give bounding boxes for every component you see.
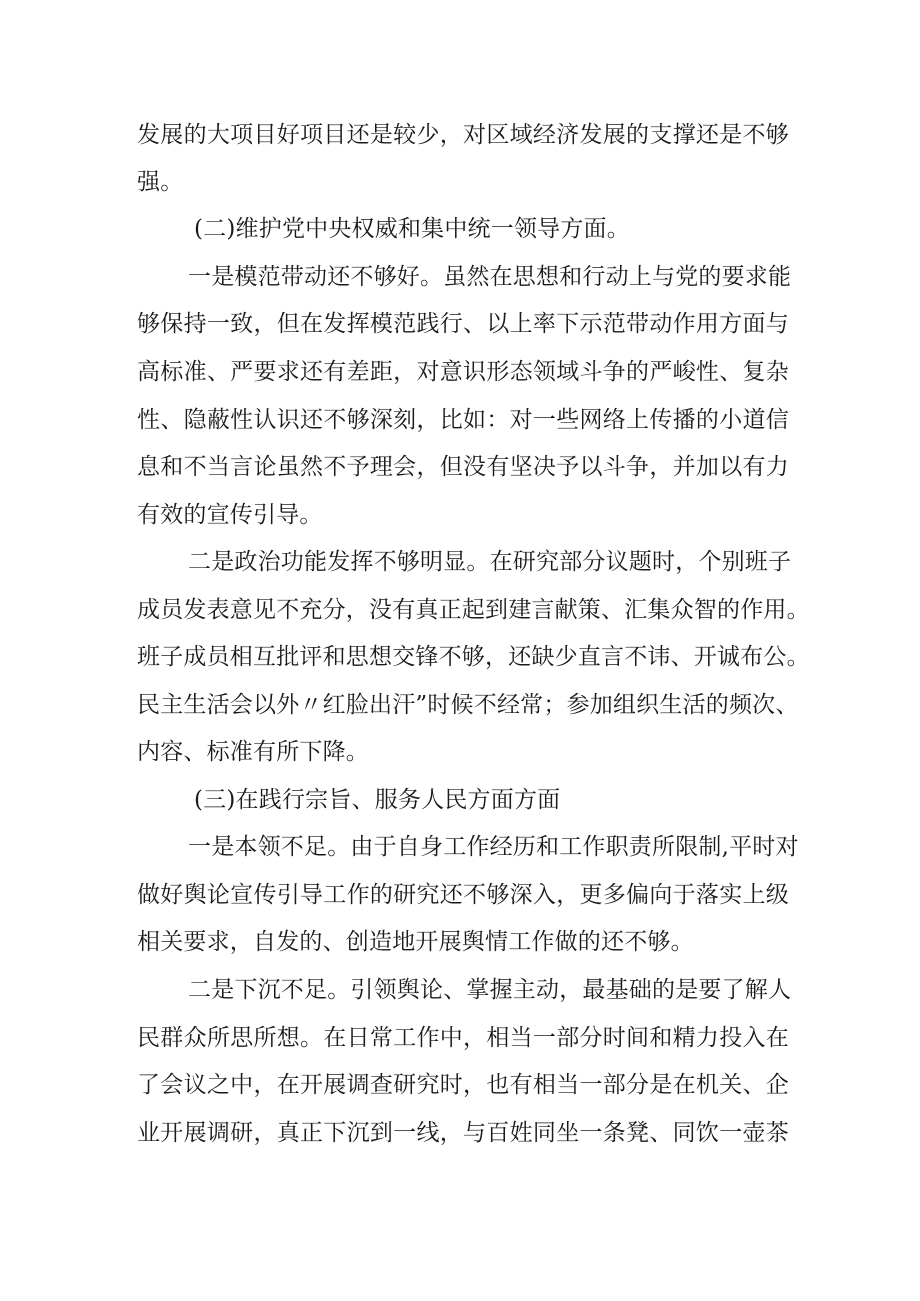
text-line: 有效的宣传引导。 xyxy=(137,502,323,528)
text-line: 成员发表意见不充分，没有真正起到建言献策、汇集众智的作用。 xyxy=(137,597,810,623)
text-line: 一是本领不足。由于自身工作经历和工作职责所限制,平时对 xyxy=(188,834,799,860)
text-line: 业开展调研，真正下沉到一线，与百姓同坐一条凳、同饮一壶茶 xyxy=(137,1120,789,1146)
section-heading: (三)在践行宗旨、服务人民方面方面 xyxy=(194,787,561,813)
text-line: 发展的大项目好项目还是较少，对区域经济发展的支撑还是不够 xyxy=(137,122,789,148)
text-line: 民群众所思所想。在日常工作中，相当一部分时间和精力投入在 xyxy=(137,1025,789,1051)
section-heading: (二)维护党中央权威和集中统一领导方面。 xyxy=(194,216,630,242)
text-line: 了会议之中，在开展调查研究时，也有相当一部分是在机关、企 xyxy=(137,1072,789,1098)
text-line: 高标准、严要求还有差距，对意识形态领域斗争的严峻性、复杂 xyxy=(137,359,789,385)
text-line: 息和不当言论虽然不予理会，但没有坚决予以斗争，并加以有力 xyxy=(137,454,789,480)
text-line: 民主生活会以外〃红脸出汗”时候不经常；参加组织生活的频次、 xyxy=(137,692,799,718)
text-line: 内容、标准有所下降。 xyxy=(137,739,369,765)
text-line: 一是模范带动还不够好。虽然在思想和行动上与党的要求能 xyxy=(188,264,792,290)
text-line: 二是政治功能发挥不够明显。在研究部分议题时，个别班子 xyxy=(188,549,792,575)
text-line: 班子成员相互批评和思想交锋不够，还缺少直言不讳、开诚布公。 xyxy=(137,644,810,670)
text-line: 做好舆论宣传引导工作的研究还不够深入，更多偏向于落实上级 xyxy=(137,882,789,908)
text-line: 相关要求，自发的、创造地开展舆情工作做的还不够。 xyxy=(137,929,694,955)
text-line: 够保持一致，但在发挥模范践行、以上率下示范带动作用方面与 xyxy=(137,311,789,337)
text-line: 性、隐蔽性认识还不够深刻，比如：对一些网络上传播的小道信 xyxy=(137,407,789,433)
text-line: 二是下沉不足。引领舆论、掌握主动，最基础的是要了解人 xyxy=(188,977,792,1003)
text-line: 强。 xyxy=(137,169,184,195)
